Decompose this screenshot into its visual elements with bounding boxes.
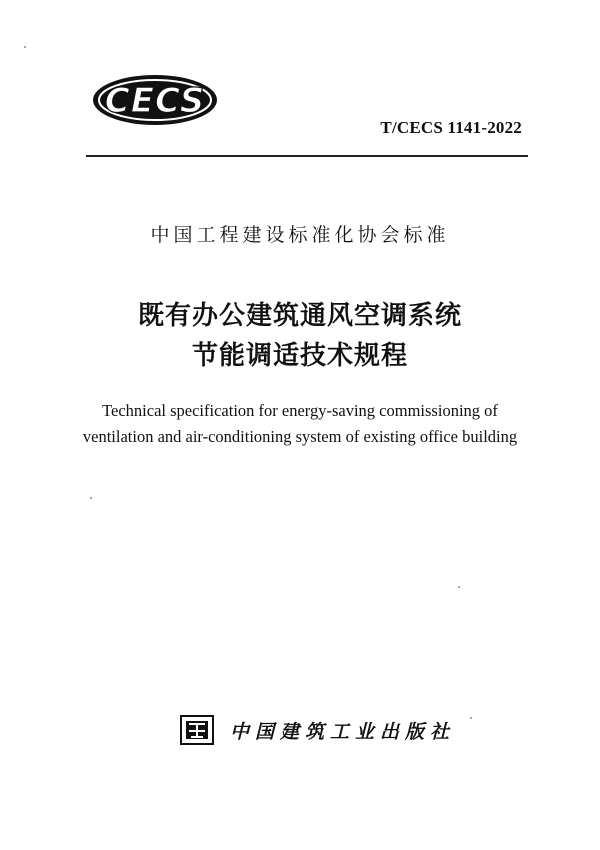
title-english-line-2: ventilation and air-conditioning system of existing office building (82, 427, 518, 446)
cecs-logo (90, 72, 220, 128)
scan-speck (24, 46, 26, 48)
scan-speck (470, 717, 472, 719)
publisher (180, 714, 455, 746)
scan-speck (458, 586, 460, 588)
publisher-name: 中国建筑工业出版社 (230, 720, 456, 743)
scan-speck (90, 497, 92, 499)
association-name: 中国工程建设标准化协会标准 (150, 224, 450, 246)
publisher-emblem-icon (180, 715, 214, 745)
standard-code: T/CECS 1141-2022 (380, 118, 522, 137)
logo-text: CECS (104, 81, 206, 121)
title-english (0, 398, 600, 450)
header-divider (86, 155, 528, 157)
title-english-line-1: Technical specification for energy-saving commissioning of (102, 401, 498, 420)
title-chinese (0, 296, 600, 376)
title-chinese-line-1: 既有办公建筑通风空调系统 (137, 301, 462, 331)
title-chinese-line-2: 节能调适技术规程 (191, 341, 408, 371)
